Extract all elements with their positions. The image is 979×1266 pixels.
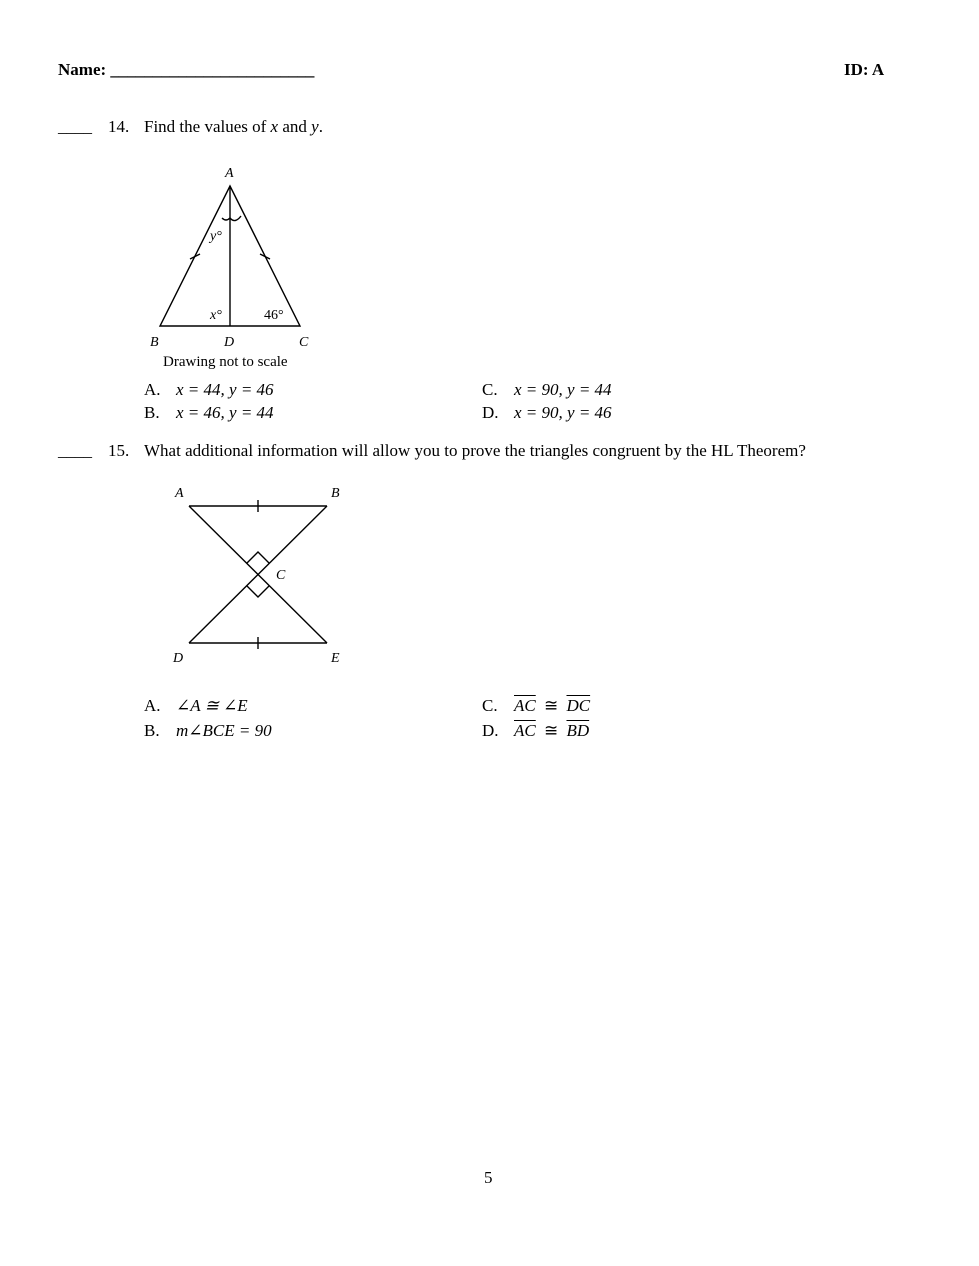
name-label (58, 60, 314, 80)
page-number: 5 (484, 1168, 493, 1187)
q15-label-a: A (175, 486, 184, 501)
q14-answer-blank: ____ (58, 117, 92, 136)
q14-choice-d-letter: D. (482, 403, 499, 422)
q14-choice-b (144, 403, 274, 423)
q14-label-46: 46° (264, 308, 284, 323)
q14-var-x: x (270, 117, 279, 136)
id-value: A (871, 60, 885, 79)
q14-text-2: and (278, 117, 312, 136)
q15-choice-c-seg2: $\overline{DC}$ (566, 696, 591, 715)
q14-choice-d-text: x = 90, y = 46 (514, 403, 612, 422)
q14-label-c: C (299, 335, 309, 350)
q14-label-x: x° (210, 308, 222, 323)
id-label-text: ID: (844, 60, 869, 79)
q15-right-angle-bottom (247, 586, 269, 597)
name-blank: ________________________ (110, 60, 315, 79)
q15-right-angle-top (247, 552, 269, 563)
q14-triangle-figure (140, 160, 340, 375)
q14-question-text (144, 117, 323, 137)
q15-choice-d-letter: D. (482, 721, 499, 740)
q15-question-text: What additional information will allow you to prove the triangles congruent by the HL Theorem? (144, 441, 806, 460)
name-label-text: Name: (58, 60, 107, 79)
q14-choice-a-text: x = 44, y = 46 (176, 380, 274, 399)
q14-choice-c-letter: C. (482, 380, 498, 399)
q15-number: 15. (108, 441, 130, 460)
q15-label-c: C (276, 568, 286, 583)
q15-choice-d-seg2: $\overline{BD}$ (566, 721, 590, 740)
q14-label-y: y° (210, 229, 222, 244)
q15-choice-d (482, 721, 589, 741)
q14-choice-c (482, 380, 612, 400)
q15-choice-d-cong: ≅ (543, 721, 559, 740)
q14-choice-c-text: x = 90, y = 44 (514, 380, 612, 399)
q14-choice-b-letter: B. (144, 403, 160, 422)
q15-label-b: B (331, 486, 340, 501)
q14-label-d: D (224, 335, 235, 350)
q15-choice-a (144, 696, 248, 716)
q15-choice-c-letter: C. (482, 696, 498, 715)
q14-choice-b-text: x = 46, y = 44 (176, 403, 274, 422)
q15-choice-b-letter: B. (144, 721, 160, 740)
q15-choice-c (482, 696, 590, 716)
q14-choice-a (144, 380, 274, 400)
q15-choice-d-seg1: $\overline{AC}$ (514, 721, 536, 740)
q15-choice-c-cong: ≅ (543, 696, 559, 715)
q15-choice-b (144, 721, 272, 741)
q14-choice-a-letter: A. (144, 380, 161, 399)
q15-answer-blank: ____ (58, 441, 92, 460)
q15-label-d: D (173, 651, 184, 666)
q14-number: 14. (108, 117, 130, 136)
q15-choice-a-letter: A. (144, 696, 161, 715)
q14-choice-d (482, 403, 612, 423)
q14-angle-arc-right (230, 216, 241, 221)
q15-choice-a-text: ∠A ≅ ∠E (176, 696, 248, 715)
q14-caption: Drawing not to scale (163, 354, 288, 370)
q14-text-1: Find the values of (144, 117, 271, 136)
q14-label-a: A (225, 166, 234, 181)
q14-angle-arc-left (222, 218, 230, 220)
q15-choice-b-text: m∠BCE = 90 (176, 721, 272, 740)
q15-choice-c-seg1: $\overline{AC}$ (514, 696, 536, 715)
id-label (844, 60, 884, 80)
q14-text-3: . (318, 117, 323, 136)
q14-label-b: B (150, 335, 159, 350)
q15-label-e: E (331, 651, 340, 666)
q14-var-y: y (311, 117, 319, 136)
q15-triangles-figure (165, 480, 365, 675)
